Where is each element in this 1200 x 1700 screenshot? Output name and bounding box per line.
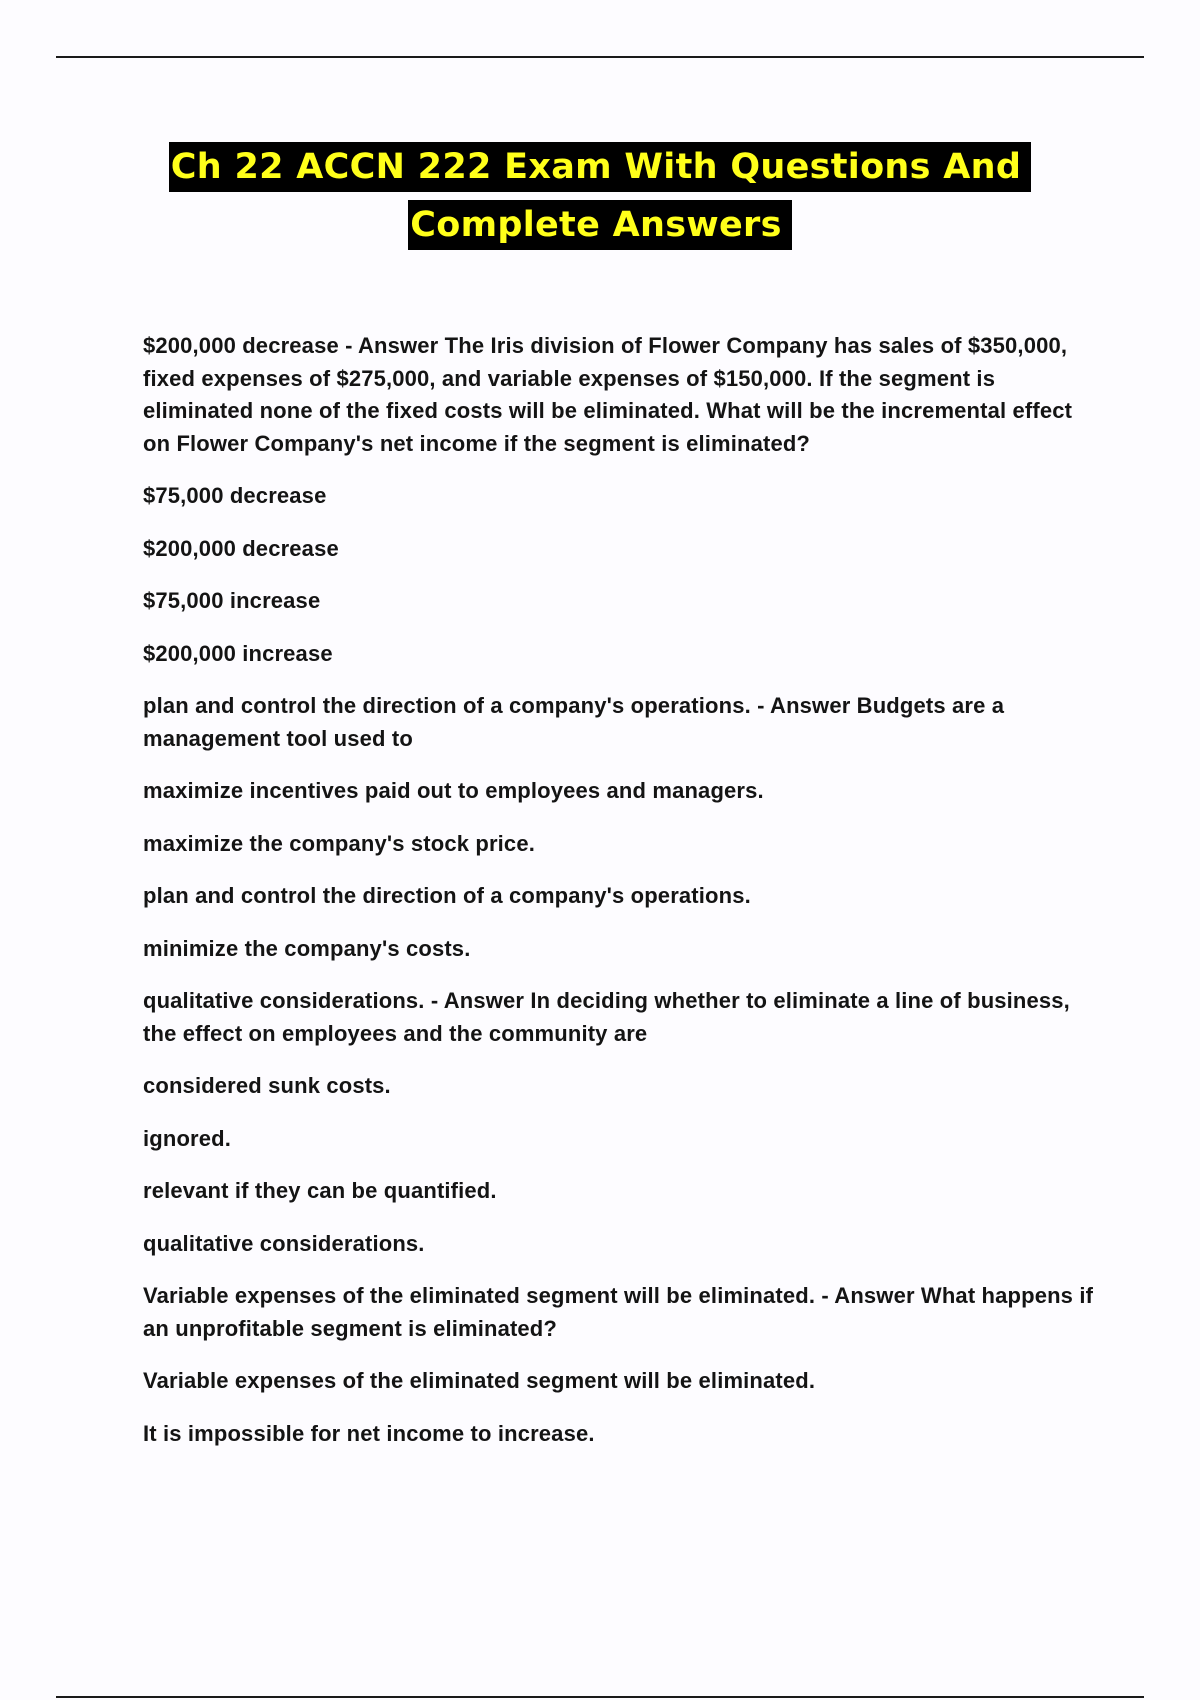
q2-option-b: maximize the company's stock price. xyxy=(143,830,535,856)
question-3-answer: qualitative considerations. - Answer In deciding whether to eliminate a line of business, the effect on employees and the community are xyxy=(143,988,1070,1046)
question-1-answer: $200,000 decrease - Answer The Iris division of Flower Company has sales of $350,000, fixed expenses of $275,000, and variable expenses of $150,000. If the segment is eliminated none of the fixed costs will be eliminated. What will be the incremental effect on Flower Company's net income if the segment is eliminated? xyxy=(143,333,1073,456)
q3-option-b: ignored. xyxy=(143,1125,231,1151)
title-line-1: Ch 22 ACCN 222 Exam With Questions And xyxy=(169,142,1031,192)
bottom-divider xyxy=(56,1696,1144,1698)
q2-option-c: plan and control the direction of a company's operations. xyxy=(143,883,751,908)
q3-option-d: qualitative considerations. xyxy=(143,1230,425,1256)
top-divider xyxy=(56,56,1144,58)
q2-option-a: maximize incentives paid out to employees and managers. xyxy=(143,778,764,803)
q1-option-c: $75,000 increase xyxy=(143,588,321,613)
question-4-answer: Variable expenses of the eliminated segment will be eliminated. - Answer What happens if an unprofitable segment is eliminated? xyxy=(143,1283,1094,1341)
question-2-answer: plan and control the direction of a company's operations. - Answer Budgets are a management tool used to xyxy=(143,693,1005,751)
title-line-2: Complete Answers xyxy=(408,200,791,250)
q2-option-d: minimize the company's costs. xyxy=(143,935,471,961)
q3-option-a: considered sunk costs. xyxy=(143,1073,391,1098)
document-title xyxy=(0,142,1200,250)
q4-option-b: It is impossible for net income to increase. xyxy=(143,1420,595,1446)
document-body xyxy=(143,330,1103,1470)
q1-option-d: $200,000 increase xyxy=(143,640,333,666)
q4-option-a: Variable expenses of the eliminated segment will be eliminated. xyxy=(143,1368,816,1393)
q1-option-b: $200,000 decrease xyxy=(143,535,339,561)
q3-option-c: relevant if they can be quantified. xyxy=(143,1178,497,1203)
q1-option-a: $75,000 decrease xyxy=(143,483,327,508)
